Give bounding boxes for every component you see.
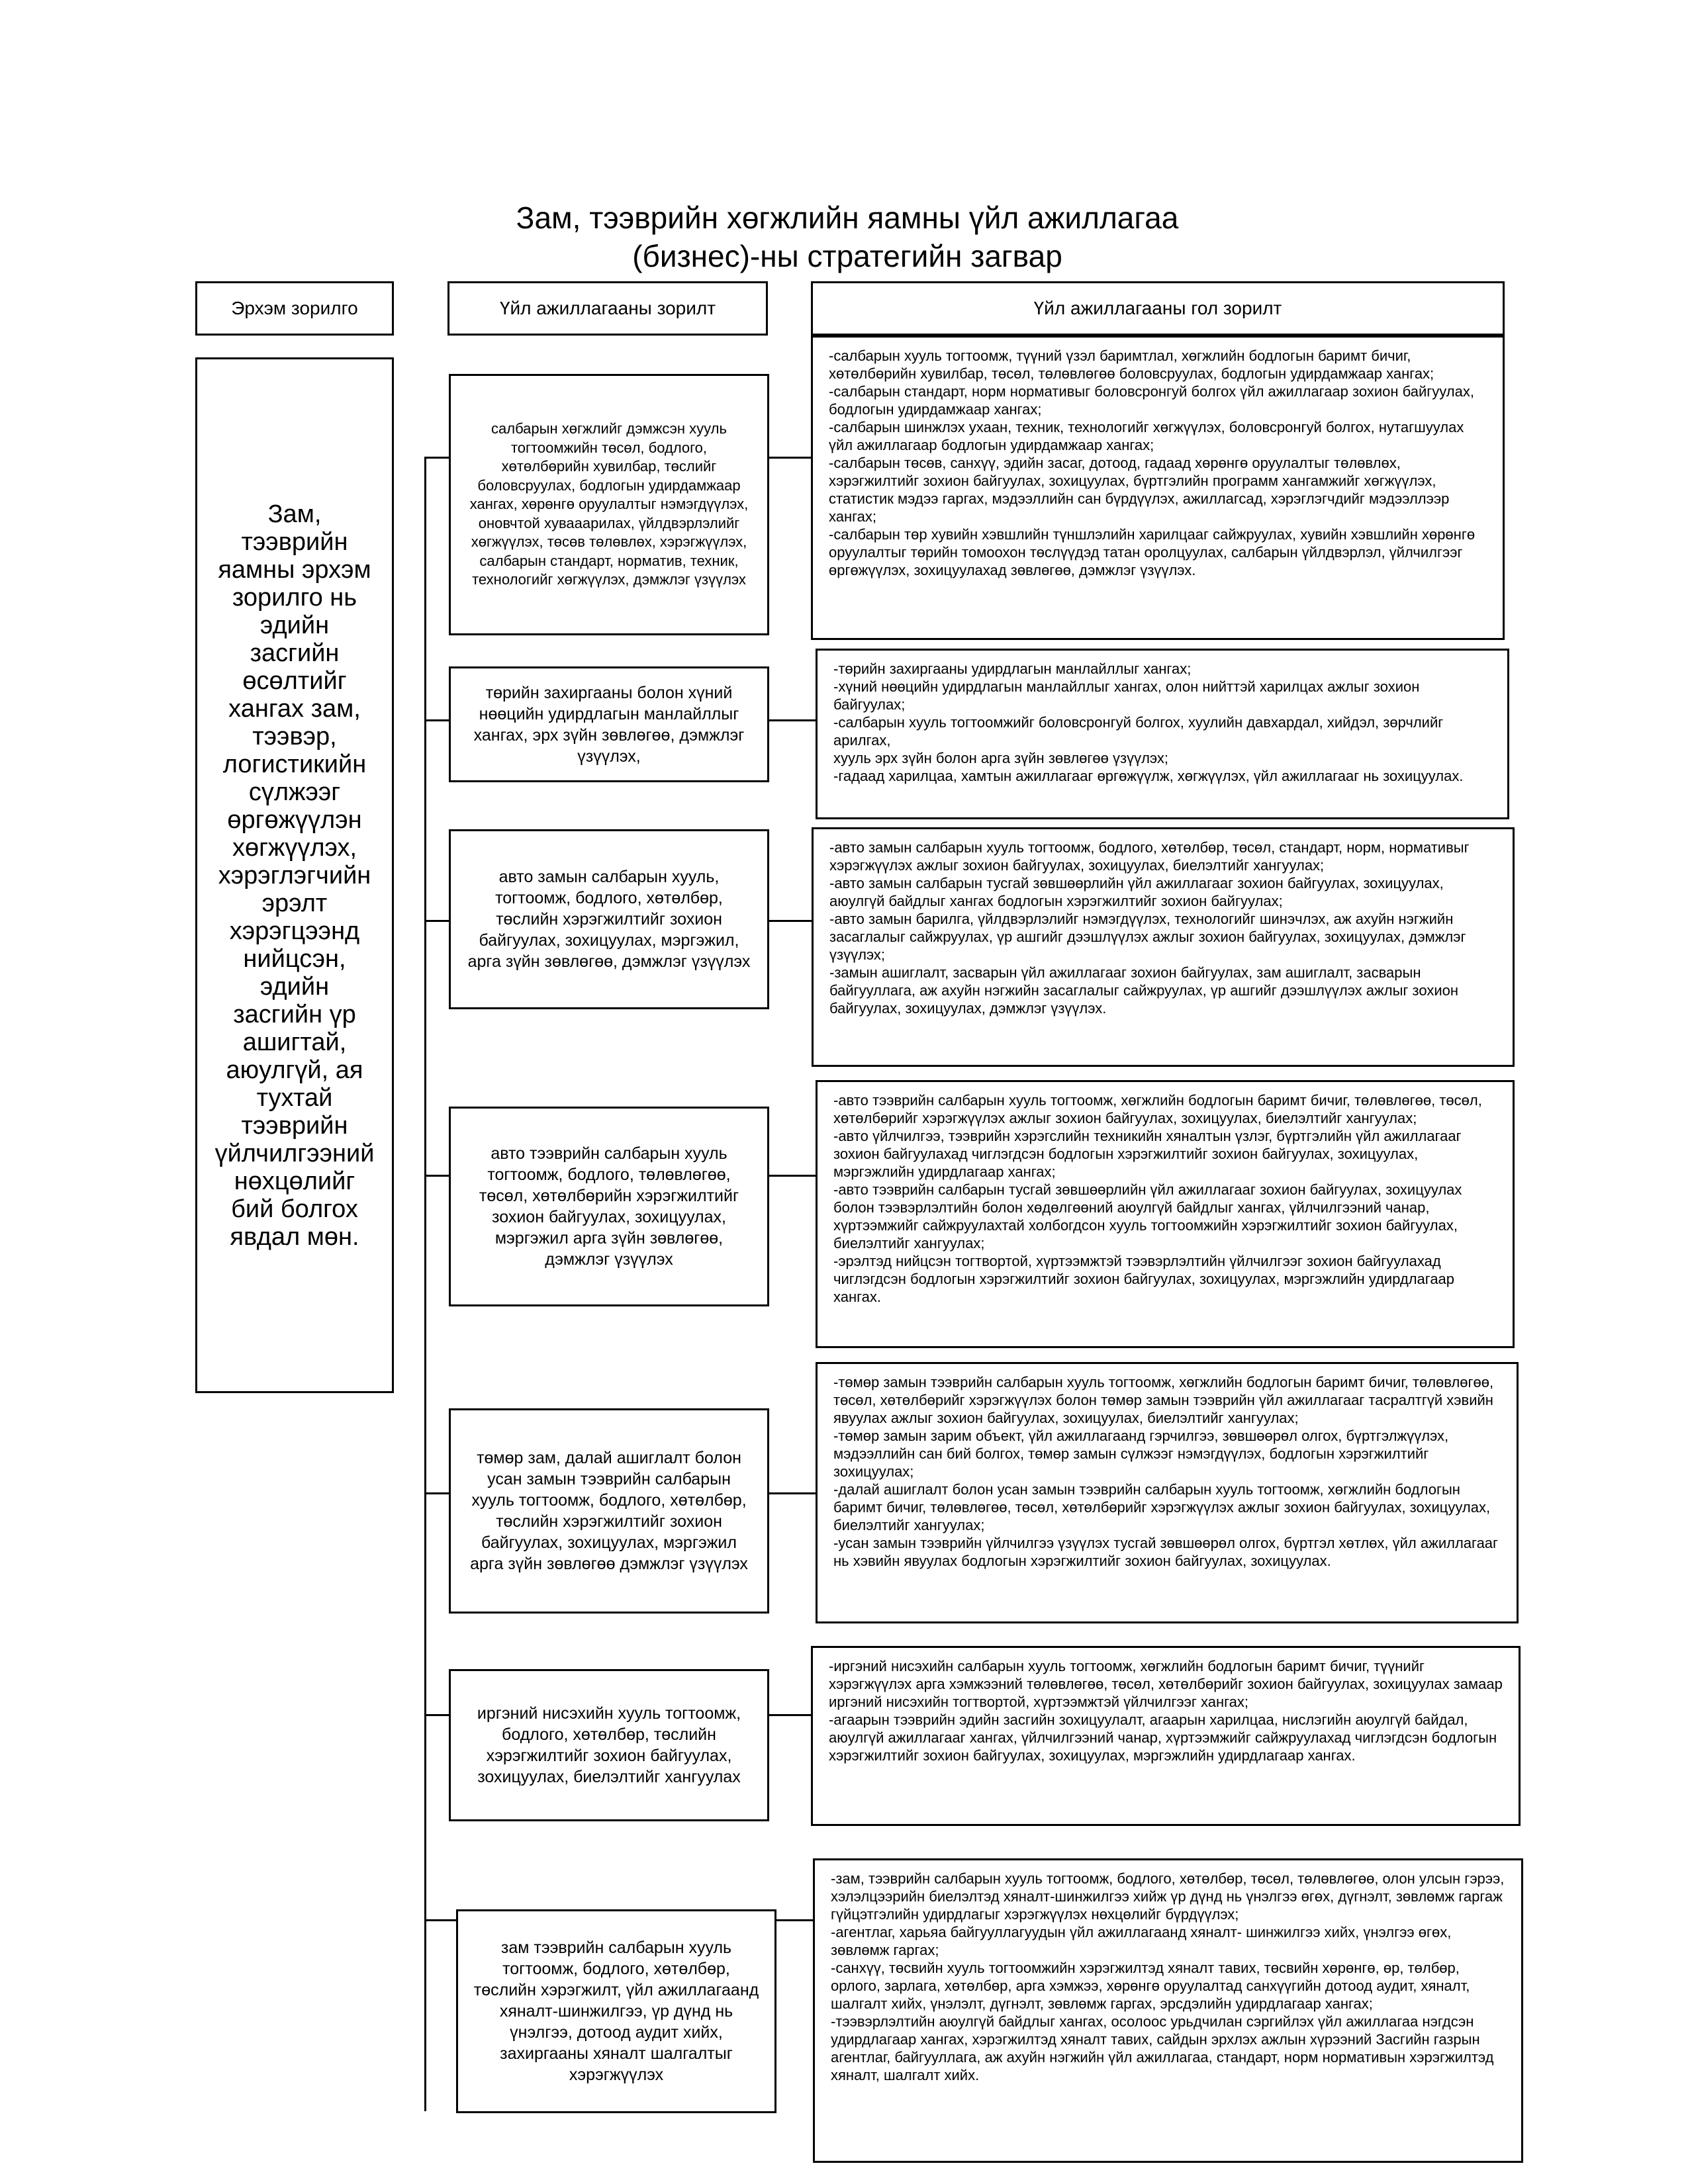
goal-item: -агентлаг, харьяа байгууллагуудын үйл ажиллагаанд хяналт- шинжилгээ хийх, үнэлгээ өгөх, зөвлөмж гаргах; [831,1924,1452,1958]
connector-right-6 [769,1714,811,1716]
goal-item: -салбарын хууль тогтоомжийг боловсронгуй болгох, хуулийн давхардал, хийдэл, зөрчлийг арилгах, [833,714,1444,749]
connector-right-1 [769,457,811,459]
goal-item: -төмөр замын зарим объект, үйл ажиллагаанд гэрчилгээ, зөвшөөрөл олгох, бүртгэлжүүлэх, мэдээллийн сан бий болгох, төмөр замын сүлжээг нэмэгдүүлэх, бодлогын хэрэгжилтийг зохицуулах; [833,1428,1449,1480]
goal-item: -төмөр замын тээврийн салбарын хууль тогтоомж, хөгжлийн бодлогын баримт бичиг, төлөвлөгөө, төсөл, хөтөлбөрийг хэрэгжүүлэх болон төмөр замын тээврийн үйл ажиллагааг тасралтгүй хэвийн явуулах ажлыг зохион байгуулах, зохицуулах, биелэлтийг хангуулах; [833,1374,1494,1426]
goal-box-6 [811,1646,1521,1826]
connector-left-4 [424,1175,449,1177]
goal-item: -хүний нөөцийн удирдлагын манлайллыг хангах, олон нийттэй харилцах ажлыг зохион байгуулах; [833,678,1420,713]
goal-box-3 [812,827,1515,1067]
goal-box-5 [816,1362,1519,1623]
goal-item: -салбарын хууль тогтоомж, түүний үзэл баримтлал, хөгжлийн бодлогын баримт бичиг, хөтөлбөрийн хувилбар, төсөл, төлөвлөгөө боловсруулах, бодлогын удирдамжаар хангах; [829,347,1434,382]
objective-box-5: төмөр зам, далай ашиглалт болон усан замын тээврийн салбарын хууль тогтоомж, бодлого, хөтөлбөр, төслийн хэрэгжилтийг зохион байгуулах, зохицуулах, мэргэжил арга зүйн зөвлөгөө дэмжлэг үзүүлэх [449,1408,769,1614]
mission-box: Зам, тээврийн яамны эрхэм зорилго нь эдийн засгийн өсөлтийг хангах зам, тээвэр, логистикийн сүлжээг өргөжүүлэн хөгжүүлэх, хэрэглэгчийн эрэлт хэрэгцээнд нийцсэн, эдийн засгийн үр ашигтай, аюулгүй, ая тухтай тээврийн үйлчилгээний нөхцөлийг бий болгох явдал мөн. [195,357,394,1393]
goal-box-1 [811,336,1505,640]
goal-item: -далай ашиглалт болон усан замын тээврийн салбарын хууль тогтоомж, хөгжлийн бодлогын баримт бичиг, төлөвлөгөө, төсөл, хөтөлбөрийг хэрэгжүүлэх ажлыг зохион байгуулах, зохицуулах, биелэлтийг хангуулах; [833,1481,1491,1533]
connector-left-7 [424,1919,456,1921]
goal-item: -иргэний нисэхийн салбарын хууль тогтоомж, хөгжлийн бодлогын баримт бичиг, түүнийг хэрэгжүүлэх арга хэмжээний төлөвлөгөө, төсөл, хөтөлбөрийг зохион байгуулах, зохицуулах замаар иргэний нисэхийн тогтвортой, хүртээмжтэй үйлчилгээг хангах; [829,1658,1503,1710]
diagram-title [371,199,1324,275]
title-line-1: Зам, тээврийн хөгжлийн яамны үйл ажиллагаа [516,201,1179,235]
connector-right-2 [769,719,816,721]
goal-item: -авто үйлчилгээ, тээврийн хэрэгслийн техникийн хяналтын үзлэг, бүртгэлийн үйл ажиллагааг зохион байгуулахад чиглэгдсэн бодлогын хэрэгжилтийг зохион байгуулах, зохицуулах, мэргэжлийн удирдлагаар хангах; [833,1128,1462,1180]
goal-item: -салбарын төсөв, санхүү, эдийн засаг, дотоод, гадаад хөрөнгө оруулалтыг төлөвлөх, хэрэгжилтийг зохион байгуулах, зохицуулах, бүртгэлийн программ хангамжийг хөгжүүлэх, статистик мэдээ гаргах, мэдээллийн сан бүрдүүлэх, ажиллагсад, хэрэглэгчдийг мэдээллээр хангах; [829,455,1450,525]
goal-item: -санхүү, төсвийн хууль тогтоомжийн хэрэгжилтэд хяналт тавих, төсвийн хөрөнгө, өр, төлбөр, орлого, зарлага, хөтөлбөр, арга хэмжээ, хөрөнгө оруулалтад санхүүгийн дотоод аудит, хяналт, шалгалт хийх, үнэлэлт, дүгнэлт, зөвлөмж гаргах, эрсдэлийн удирдлагаар хангах; [831,1960,1470,2012]
goal-item: -авто замын салбарын тусгай зөвшөөрлийн үйл ажиллагааг зохион байгуулах, зохицуулах, аюулгүй байдлыг хангах бодлогын хэрэгжилтийг зохион байгуулах; [829,875,1444,909]
connector-right-5 [769,1492,816,1494]
objective-box-3: авто замын салбарын хууль, тогтоомж, бодлого, хөтөлбөр, төслийн хэрэгжилтийг зохион байгуулах, зохицуулах, мэргэжил, арга зүйн зөвлөгөө, дэмжлэг үзүүлэх [449,829,769,1009]
objective-box-2: төрийн захиргааны болон хүний нөөцийн удирдлагын манлайллыг хангах, эрх зүйн зөвлөгөө, дэмжлэг үзүүлэх, [449,666,769,782]
goal-item: -эрэлтэд нийцсэн тогтвортой, хүртээмжтэй тээвэрлэлтийн үйлчилгээг зохион байгуулахад чиглэгдсэн бодлогын хэрэгжилтийг зохион байгуулах, зохицуулах, мэргэжлийн удирдлагаар хангах. [833,1253,1455,1305]
connector-left-2 [424,719,449,721]
connector-left-6 [424,1714,449,1716]
goal-item: -агаарын тээврийн эдийн засгийн зохицуулалт, агаарын харилцаа, нислэгийн аюулгүй байдал, аюулгүй ажиллагааг хангах, үйлчилгээний чанар, хүртээмжийг сайжруулахад чиглэгдсэн бодлогын хэрэгжилтийг зохион байгуулах, зохицуулах, мэргэжлийн удирдлагаар хангах. [829,1711,1497,1764]
connector-left-5 [424,1492,449,1494]
goal-item: -гадаад харилцаа, хамтын ажиллагааг өргөжүүлж, хөгжүүлэх, үйл ажиллагааг нь зохицуулах. [833,768,1464,784]
goal-box-7 [813,1858,1523,2163]
goal-item: -төрийн захиргааны удирдлагын манлайллыг хангах; [833,660,1192,677]
objective-box-6: иргэний нисэхийн хууль тогтоомж, бодлого, хөтөлбөр, төслийн хэрэгжилтийг зохион байгуулах, зохицуулах, биелэлтийг хангуулах [449,1669,769,1821]
connector-left-1 [424,457,449,459]
goal-item: -салбарын шинжлэх ухаан, техник, технологийг хөгжүүлэх, боловсронгуй болгох, нутагшуулах үйл ажиллагаар бодлогын удирдамжаар хангах; [829,419,1464,453]
objective-box-1: салбарын хөгжлийг дэмжсэн хууль тогтоомжийн төсөл, бодлого, хөтөлбөрийн хувилбар, төслийг боловсруулах, бодлогын удирдамжаар хангах, хөрөнгө оруулалтыг нэмэгдүүлэх, оновчтой хувааарилах, үйлдвэрлэлийг хөгжүүлэх, төсөв төлөвлөх, хэрэгжүүлэх, салбарын стандарт, норматив, техник, технологийг хөгжүүлэх, дэмжлэг үзүүлэх [449,374,769,635]
goal-item: -авто тээврийн салбарын хууль тогтоомж, хөгжлийн бодлогын баримт бичиг, төлөвлөгөө, төсөл, хөтөлбөрийг хэрэгжүүлэх ажлыг зохион байгуулах, зохицуулах, биелэлтийг хангуулах; [833,1092,1482,1126]
objective-box-7: зам тээврийн салбарын хууль тогтоомж, бодлого, хөтөлбөр, төслийн хэрэгжилт, үйл ажиллагаанд хяналт-шинжилгээ, үр дүнд нь үнэлгээ, дотоод аудит хийх, захиргааны хяналт шалгалтыг хэрэгжүүлэх [456,1909,776,2113]
goal-item: -авто замын барилга, үйлдвэрлэлийг нэмэгдүүлэх, технологийг шинэчлэх, аж ахуйн нэгжийн засаглалыг сайжруулах, үр ашгийг дээшлүүлэх ажлыг зохион байгуулах, зохицуулах, дэмжлэг үзүүлэх; [829,911,1466,963]
goal-item: -замын ашиглалт, засварын үйл ажиллагааг зохион байгуулах, зам ашиглалт, засварын байгууллага, аж ахуйн нэгжийн засаглалыг сайжруулах, үр ашгийг дээшлүүлэх ажлыг зохион байгуулах, зохицуулах, дэмжлэг үзүүлэх. [829,964,1459,1017]
goal-box-4 [816,1080,1515,1348]
goal-item: -авто замын салбарын хууль тогтоомж, бодлого, хөтөлбөр, төсөл, стандарт, норм, нормативыг хэрэгжүүлэх ажлыг зохион байгуулах, зохицуулах, биелэлтийг хангуулах; [829,839,1470,874]
goal-box-2 [816,649,1509,819]
connector-right-4 [769,1175,816,1177]
goal-item: хууль эрх зүйн болон арга зүйн зөвлөгөө үзүүлэх; [833,750,1169,766]
trunk-connector [424,457,426,2111]
connector-right-7 [776,1919,813,1921]
goal-item: -усан замын тээврийн үйлчилгээ үзүүлэх тусгай зөвшөөрөл олгох, бүртгэл хөтлөх, үйл ажиллагааг нь хэвийн явуулах бодлогын хэрэгжилтийг зохион байгуулах, зохицуулах. [833,1535,1499,1569]
header-objectives: Үйл ажиллагааны зорилт [447,281,768,336]
goal-item: -тээвэрлэлтийн аюулгүй байдлыг хангах, осолоос урьдчилан сэргийлэх үйл ажиллагаа нэгдсэн удирдлагаар хангах, хэрэгжилтэд хяналт тавих, сайдын эрхлэх ажлын хүрээний Засгийн газрын агентлаг, байгууллага, аж ахуйн нэгжийн үйл ажиллагаа, стандарт, норм нормативын хэрэгжилтэд хяналт, шалгалт хийх. [831,2013,1494,2083]
header-goals: Үйл ажиллагааны гол зорилт [811,281,1505,336]
connector-left-3 [424,920,449,922]
connector-right-3 [769,920,812,922]
goal-item: -салбарын төр хувийн хэвшлийн түншлэлийн харилцааг сайжруулах, хувийн хэвшлийн хөрөнгө оруулалтыг төрийн томоохон төслүүдэд татан оролцуулах, салбарын үйлдвэрлэл, үйлчилгээг өргөжүүлэх, зохицуулахад зөвлөгөө, дэмжлэг үзүүлэх. [829,526,1476,578]
objective-box-4: авто тээврийн салбарын хууль тогтоомж, бодлого, төлөвлөгөө, төсөл, хөтөлбөрийн хэрэгжилтийг зохион байгуулах, зохицуулах, мэргэжил арга зүйн зөвлөгөө, дэмжлэг үзүүлэх [449,1107,769,1306]
goal-item: -авто тээврийн салбарын тусгай зөвшөөрлийн үйл ажиллагааг зохион байгуулах, зохицуулах болон тээвэрлэлтийн болон хөдөлгөөний аюулгүй байдлыг хангах, үйлчилгээний чанар, хүртээмжийг сайжруулахтай холбогдсон хууль тогтоомжийн хэрэгжилтийг зохион байгуулах, биелэлтийг хангуулах; [833,1181,1462,1251]
goal-item: -салбарын стандарт, норм нормативыг боловсронгуй болгох үйл ажиллагаар зохион байгуулах, бодлогын удирдамжаар хангах; [829,383,1474,418]
title-line-2: (бизнес)-ны стратегийн загвар [632,239,1062,273]
header-mission: Эрхэм зорилго [195,281,394,336]
goal-item: -зам, тээврийн салбарын хууль тогтоомж, бодлого, хөтөлбөр, төсөл, төлөвлөгөө, олон улсын гэрээ, хэлэлцээрийн биелэлтэд хяналт-шинжилгээ хийж үр дүнд нь үнэлгээ өгөх, дүгнэлт, зөвлөмж гаргаж гүйцэтгэлийн удирдлагыг хэрэгжүүлэх нөхцөлийг бүрдүүлэх; [831,1870,1505,1923]
